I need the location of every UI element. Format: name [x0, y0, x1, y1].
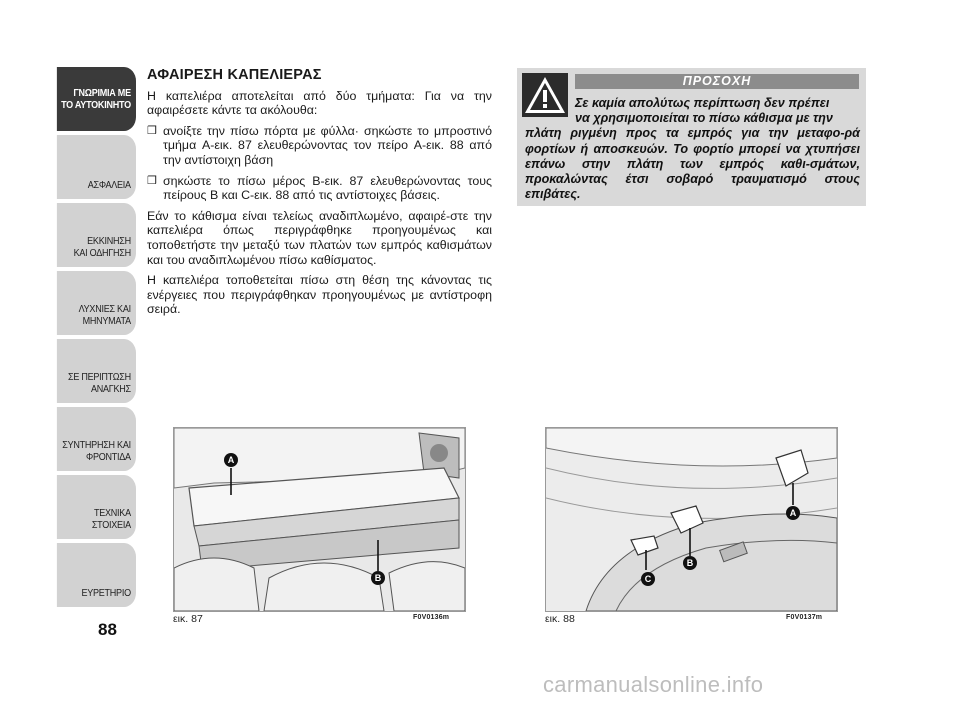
marker-b: B [374, 573, 382, 583]
list-item [147, 124, 492, 168]
warning-line: Σε καμία απολύτως περίπτωση δεν πρέπει [575, 96, 830, 110]
warning-line: να χρησιμοποιείται το πίσω κάθισμα με την [575, 111, 833, 126]
marker-c: C [644, 574, 652, 584]
figure-caption: εικ. 87 [173, 613, 203, 625]
warning-body: πλάτη ριγμένη προς τα εμπρός για την μεταφο-ρά φορτίων ή αποσκευών. Το φορτίο μπορεί να χτυπήσει επάνω στην πλάτη των εμπρός καθι-σμάτων, προκαλώντας έτσι σοβαρό τραυματισμό στους επιβάτες. [525, 126, 860, 202]
warning-heading: ΠΡΟΣΟΧΗ [575, 74, 859, 89]
marker-b: B [686, 558, 694, 568]
checkbox-bullet-icon: ❒ [147, 174, 157, 187]
figure-code: F0V0136m [413, 614, 450, 621]
section-title: ΑΦΑΙΡΕΣΗ ΚΑΠΕΛΙΕΡΑΣ [147, 67, 322, 83]
refit-paragraph: Η καπελιέρα τοποθετείται πίσω στη θέση της κάνοντας τις ενέργειες που περιγράφθηκαν προηγουμένως με αντίστροφη σειρά. [147, 273, 492, 317]
intro-paragraph: Η καπελιέρα αποτελείται από δύο τμήματα: Για να την αφαιρέσετε κάντε τα ακόλουθα: [147, 88, 492, 118]
figure-87-parcel-shelf [173, 427, 466, 612]
bullet-text: ανοίξτε την πίσω πόρτα με φύλλα· σηκώστε το μπροστινό τμήμα A-εικ. 87 ελευθερώνοντας τον πείρο A-εικ. 88 από την αντίστοιχη βάση [163, 123, 492, 167]
figure-88-shelf-pins [545, 427, 838, 612]
bullet-text: σηκώστε το πίσω μέρος B-εικ. 87 ελευθερώνοντας τους πείρους B και C-εικ. 88 από τις αντίστοιχες βάσεις. [163, 173, 492, 203]
tab-lights-messages[interactable]: ΛΥΧΝΙΕΣ ΚΑΙ ΜΗΝΥΜΑΤΑ [57, 271, 136, 335]
checkbox-bullet-icon: ❒ [147, 124, 157, 137]
marker-a: A [789, 508, 797, 518]
folded-seat-paragraph: Εάν το κάθισμα είναι τελείως αναδιπλωμένο, αφαιρέ-στε την καπελιέρα όπως περιγράφθηκε προηγουμένως και τοποθετήστε την μεταξύ των πλατών των εμπρός καθισμάτων και του αναδιπλωμένου πίσω καθίσματος. [147, 208, 492, 267]
figure-caption: εικ. 88 [545, 613, 575, 625]
list-item [147, 174, 492, 203]
warning-text [525, 96, 860, 202]
tab-emergency[interactable]: ΣΕ ΠΕΡΙΠΤΩΣΗ ΑΝΑΓΚΗΣ [57, 339, 136, 403]
tab-safety[interactable]: ΑΣΦΑΛΕΙΑ [57, 135, 136, 199]
tab-getting-to-know[interactable]: ΓΝΩΡΙΜΙΑ ΜΕ ΤΟ ΑΥΤΟΚΙΝΗΤΟ [57, 67, 136, 131]
tab-starting-driving[interactable]: ΕΚΚΙΝΗΣΗ ΚΑΙ ΟΔΗΓΗΣΗ [57, 203, 136, 267]
main-text-column [147, 68, 492, 323]
figure-code: F0V0137m [786, 614, 823, 621]
tab-technical-data[interactable]: ΤΕΧΝΙΚΑ ΣΤΟΙΧΕΙΑ [57, 475, 136, 539]
page-number: 88 [98, 620, 117, 639]
warning-box [517, 68, 866, 206]
tab-index[interactable]: ΕΥΡΕΤΗΡΙΟ [57, 543, 136, 607]
watermark-text: carmanualsonline.info [543, 672, 764, 697]
tab-maintenance[interactable]: ΣΥΝΤΗΡΗΣΗ ΚΑΙ ΦΡΟΝΤΙΔΑ [57, 407, 136, 471]
marker-a: A [227, 455, 235, 465]
